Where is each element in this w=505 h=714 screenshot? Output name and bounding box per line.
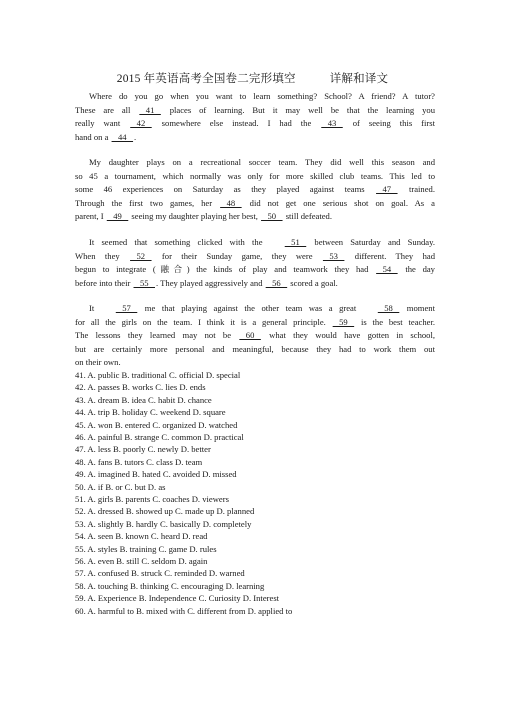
passage-line: My daughter plays on a recreational soccer team. They did well this season and: [89, 157, 435, 167]
blank-44: 44: [111, 131, 134, 142]
option-row-49: 49. A. imagined B. hated C. avoided D. missed: [75, 469, 237, 480]
passage-line: It seemed that something clicked with the 51 between Saturday and Sunday.: [89, 237, 435, 247]
option-row-43: 43. A. dream B. idea C. habit D. chance: [75, 394, 212, 405]
blank-50: 50: [261, 211, 283, 222]
option-row-55: 55. A. styles B. training C. game D. rules: [75, 543, 217, 554]
title-suffix: 详解和译文: [329, 73, 389, 85]
option-row-53: 53. A. slightly B. hardly C. basically D. completely: [75, 518, 252, 529]
option-row-51: 51. A. girls B. parents C. coaches D. viewers: [75, 494, 229, 504]
option-row-60: 60. A. harmful to B. mixed with C. different from D. applied to: [75, 605, 293, 616]
blank-56: 56: [265, 277, 288, 288]
passage-line: but are certainly more personal and meaningful, because they had to work them out: [75, 343, 435, 354]
passage-line: before into their 55 . They played aggressively and 56 scored a goal.: [75, 277, 338, 288]
passage-line: It 57 me that playing against the other team was a great 58 moment: [89, 303, 435, 313]
passage-line: so 45 a tournament, which normally was only for more skilled club teams. This led to: [75, 170, 435, 181]
passage-line: When they 52 for their Sunday game, they were 53 different. They had: [75, 250, 435, 261]
option-row-47: 47. A. less B. poorly C. newly D. better: [75, 444, 211, 455]
passage-line: for all the girls on the team. I think it is a general principle. 59 is the best teacher.: [75, 316, 435, 327]
passage-line: parent, I 49 seeing my daughter playing her best, 50 still defeated.: [75, 211, 332, 222]
option-row-44: 44. A. trip B. holiday C. weekend D. square: [75, 407, 226, 418]
blank-47: 47: [376, 184, 398, 195]
blank-41: 41: [139, 104, 161, 115]
option-row-41: 41. A. public B. traditional C. official D. special: [75, 370, 241, 380]
blank-58: 58: [377, 303, 400, 313]
blank-53: 53: [322, 250, 345, 261]
blank-43: 43: [321, 118, 343, 129]
option-row-45: 45. A. won B. entered C. organized D. watched: [75, 419, 238, 430]
blank-48: 48: [220, 197, 242, 208]
blank-54: 54: [376, 264, 398, 275]
blank-52: 52: [130, 250, 152, 261]
passage-line: some 46 experiences on Saturday as they played against teams 47 trained.: [75, 184, 435, 195]
passage-line: begun to integrate (融合) the kinds of play and teamwork they had 54 the day: [75, 264, 435, 275]
option-row-52: 52. A. dressed B. showed up C. made up D. planned: [75, 506, 255, 517]
passage-line: on their own.: [75, 357, 121, 368]
passage-line: The lessons they learned may not be 60 what they would have gotten in school,: [75, 330, 435, 341]
option-row-42: 42. A. passes B. works C. lies D. ends: [75, 382, 206, 393]
option-row-48: 48. A. fans B. tutors C. class D. team: [75, 456, 203, 467]
blank-55: 55: [133, 277, 155, 288]
option-row-57: 57. A. confused B. struck C. reminded D. warned: [75, 568, 245, 579]
blank-42: 42: [130, 118, 152, 129]
blank-51: 51: [284, 237, 307, 247]
option-row-54: 54. A. seen B. known C. heard D. read: [75, 531, 208, 542]
document-title: [0, 70, 505, 86]
option-row-58: 58. A. touching B. thinking C. encouraging D. learning: [75, 580, 265, 591]
option-row-50: 50. A. if B. or C. but D. as: [75, 481, 166, 492]
blank-60: 60: [239, 330, 261, 341]
blank-59: 59: [332, 316, 355, 327]
passage-line: These are all 41 places of learning. But it may well be that the learning you: [75, 104, 435, 115]
passage-line: Where do you go when you want to learn something? School? A friend? A tutor?: [89, 91, 435, 101]
passage-line: really want 42 somewhere else instead. I had the 43 of seeing this first: [75, 118, 435, 129]
passage-line: Through the first two games, her 48 did not get one serious shot on goal. As a: [75, 197, 435, 208]
blank-49: 49: [106, 211, 129, 222]
option-row-56: 56. A. even B. still C. seldom D. again: [75, 556, 208, 566]
title-main: 2015 年英语高考全国卷二完形填空: [116, 73, 296, 85]
option-row-46: 46. A. painful B. strange C. common D. practical: [75, 432, 244, 442]
option-row-59: 59. A. Experience B. Independence C. Curiosity D. Interest: [75, 593, 280, 604]
blank-57: 57: [115, 303, 138, 313]
passage-line: hand on a 44 .: [75, 131, 137, 142]
